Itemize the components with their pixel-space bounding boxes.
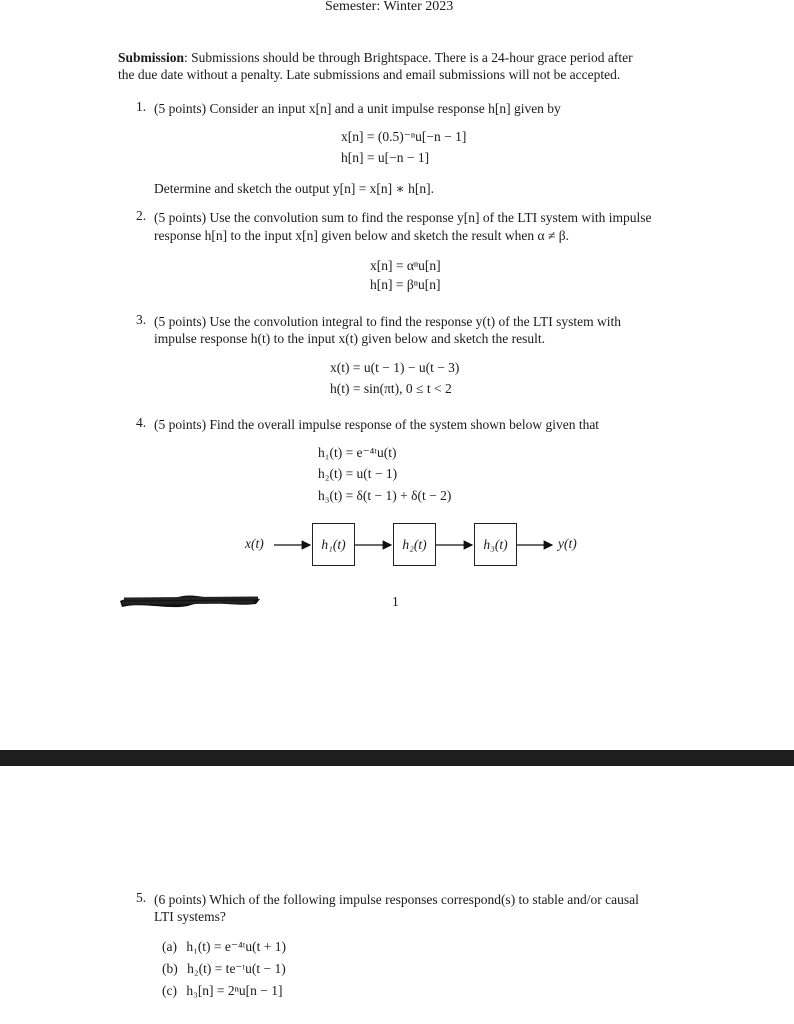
redaction-scribble (118, 589, 263, 611)
option-a-expr: h₁(t) = e⁻⁴ᵗu(t + 1) (186, 939, 286, 954)
problem-5-line-2: LTI systems? (154, 909, 226, 924)
diagram-input-label: x(t) (245, 536, 264, 551)
problem-1-eq-1: x[n] = (0.5)⁻ⁿu[−n − 1] (341, 129, 467, 144)
problem-5-number: 5. (136, 890, 147, 905)
problem-3-eq-2: h(t) = sin(πt), 0 ≤ t < 2 (330, 381, 452, 396)
problem-3-line-1: (5 points) Use the convolution integral to find the response y(t) of the LTI system with (154, 314, 622, 329)
problem-3-eq-1: x(t) = u(t − 1) − u(t − 3) (330, 360, 460, 375)
problem-2-eq-1: x[n] = αⁿu[n] (370, 258, 441, 273)
submission-text-1: : Submissions should be through Brightspace. There is a 24-hour grace period after (184, 50, 633, 65)
problem-5-line-1: (6 points) Which of the following impulse responses correspond(s) to stable and/or causal (154, 892, 639, 907)
problem-4-line-1: (5 points) Find the overall impulse response of the system shown below given that (154, 417, 600, 432)
problem-5-option-a (162, 937, 286, 957)
page-number: 1 (392, 594, 399, 609)
problem-4-eq-2: h₂(t) = u(t − 1) (318, 466, 398, 481)
problem-2-line-1: (5 points) Use the convolution sum to find the response y[n] of the LTI system with impulse (154, 210, 652, 225)
problem-3-number: 3. (136, 312, 147, 327)
submission-label: Submission (118, 50, 185, 65)
option-c-label: (c) (162, 983, 177, 998)
block-h2: h₂(t) (393, 523, 436, 566)
problem-5-option-b (162, 959, 286, 979)
page-break-divider (0, 750, 794, 766)
semester-label: Semester: Winter 2023 (325, 0, 454, 14)
block-h3: h₃(t) (474, 523, 517, 566)
diagram-output-label: y(t) (558, 536, 577, 551)
problem-5-option-c (162, 981, 283, 1001)
block-h1: h₁(t) (312, 523, 355, 566)
option-c-expr: h₃[n] = 2ⁿu[n − 1] (186, 983, 283, 998)
problem-2-line-2: response h[n] to the input x[n] given below and sketch the result when α ≠ β. (154, 228, 570, 243)
problem-1-eq-2: h[n] = u[−n − 1] (341, 150, 430, 165)
submission-line-2: the due date without a penalty. Late submissions and email submissions will not be accepted. (118, 67, 621, 82)
problem-4-eq-1: h₁(t) = e⁻⁴ᵗu(t) (318, 445, 397, 460)
problem-4-number: 4. (136, 415, 147, 430)
option-b-label: (b) (162, 961, 178, 976)
problem-3-line-2: impulse response h(t) to the input x(t) given below and sketch the result. (154, 331, 546, 346)
problem-2-number: 2. (136, 208, 147, 223)
problem-1-task: Determine and sketch the output y[n] = x[n] ∗ h[n]. (154, 181, 434, 196)
option-a-label: (a) (162, 939, 177, 954)
option-b-expr: h₂(t) = te⁻ᵗu(t − 1) (187, 961, 286, 976)
problem-2-eq-2: h[n] = βⁿu[n] (370, 277, 441, 292)
problem-4-eq-3: h₃(t) = δ(t − 1) + δ(t − 2) (318, 488, 452, 503)
problem-1-intro: (5 points) Consider an input x[n] and a unit impulse response h[n] given by (154, 101, 561, 116)
problem-1-number: 1. (136, 99, 147, 114)
